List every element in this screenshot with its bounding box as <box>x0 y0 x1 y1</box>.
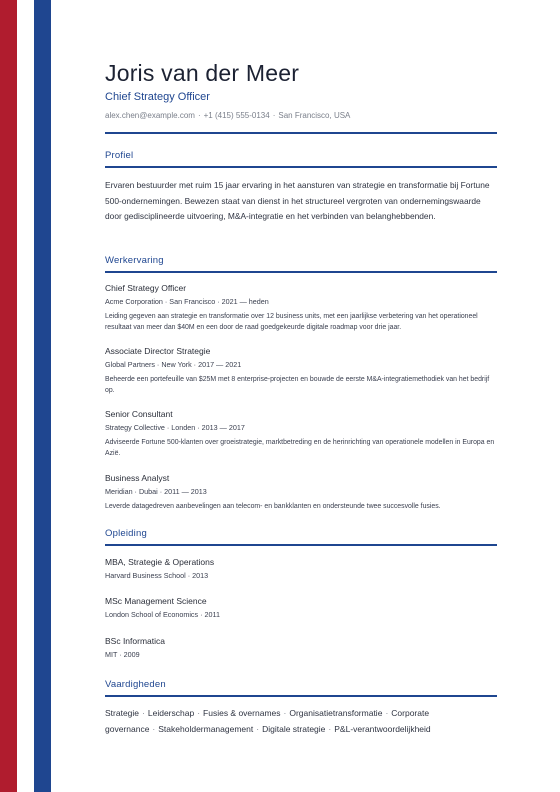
job-entry <box>105 408 497 459</box>
skill-separator: · <box>152 723 156 734</box>
job-title: Associate Director Strategie <box>105 346 211 356</box>
section-heading-skills: Vaardigheden <box>105 679 166 690</box>
skill-separator: · <box>142 708 145 718</box>
education-degree: MSc Management Science <box>105 596 207 606</box>
section-divider-skills <box>105 695 497 697</box>
job-meta: Global Partners · New York · 2017 — 2021 <box>105 360 242 369</box>
job-description: Adviseerde Fortune 500-klanten over groeistrategie, marktbetreding en de herinrichting van operationele modellen in Europa en Azië. <box>105 439 495 457</box>
education-school: MIT · 2009 <box>105 650 140 659</box>
education-school: London School of Economics · 2011 <box>105 610 220 619</box>
contact-line <box>105 111 350 120</box>
skill-item: Strategie <box>105 708 140 718</box>
education-entry <box>105 595 497 620</box>
profile-summary: Ervaren bestuurder met ruim 15 jaar ervaring in het aansturen van strategie en transformatie bij Fortune 500-ondernemingen. Bewezen staat van dienst in het structureel vergroten van ondernemingswaarde door gedisciplineerde uitvoering, M&A-integratie en het verbinden van belanghebbenden. <box>105 180 490 222</box>
education-entry <box>105 556 497 581</box>
job-title: Business Analyst <box>105 473 170 483</box>
job-entry <box>105 345 497 396</box>
candidate-name: Joris van der Meer <box>105 60 300 86</box>
header-divider <box>105 132 497 134</box>
skill-separator: · <box>197 708 201 718</box>
skill-item: Digitale strategie <box>262 723 326 734</box>
skill-item: Organisatietransformatie <box>289 708 383 718</box>
skill-item: Fusies & overnames <box>203 708 281 718</box>
job-meta: Acme Corporation · San Francisco · 2021 — heden <box>105 297 269 306</box>
skill-item: Corporate governance <box>105 708 430 734</box>
contact-phone: +1 (415) 555-0134 <box>203 111 270 120</box>
decorative-blue-stripe <box>34 0 51 792</box>
section-divider-profile <box>105 166 497 168</box>
job-entry <box>105 472 497 513</box>
job-meta: Meridian · Dubai · 2011 — 2013 <box>105 487 207 496</box>
skills-list <box>105 706 497 737</box>
decorative-red-stripe <box>0 0 17 792</box>
skill-item: Leiderschap <box>147 708 195 718</box>
job-description: Beheerde een portefeuille van $25M met 8 enterprise-projecten en bouwde de eerste M&A-integratiemethodiek van het bedrijf op. <box>105 376 490 394</box>
skill-separator: · <box>283 708 287 718</box>
section-divider-experience <box>105 271 497 273</box>
section-heading-experience: Werkervaring <box>105 255 164 266</box>
job-meta: Strategy Collective · Londen · 2013 — 2017 <box>105 423 245 432</box>
education-entry <box>105 635 497 660</box>
contact-email: alex.chen@example.com <box>105 111 195 120</box>
skill-separator: · <box>328 723 332 734</box>
job-description: Leverde datagedreven aanbevelingen aan telecom- en bankklanten en ondersteunde twee succesvolle fusies. <box>105 503 441 510</box>
decorative-white-stripe <box>17 0 34 792</box>
section-divider-education <box>105 544 497 546</box>
candidate-title: Chief Strategy Officer <box>105 91 210 103</box>
education-school: Harvard Business School · 2013 <box>105 571 209 580</box>
skill-item: Stakeholdermanagement <box>158 723 254 734</box>
skill-item: P&L-verantwoordelijkheid <box>334 723 431 734</box>
job-title: Senior Consultant <box>105 409 173 419</box>
skill-separator: · <box>385 708 389 718</box>
contact-separator: · <box>197 111 201 120</box>
job-title: Chief Strategy Officer <box>105 283 187 293</box>
job-entry <box>105 282 497 333</box>
education-degree: MBA, Strategie & Operations <box>105 557 215 567</box>
section-heading-education: Opleiding <box>105 528 147 539</box>
contact-separator: · <box>272 111 276 120</box>
job-description: Leiding gegeven aan strategie en transformatie over 12 business units, met een jaarlijkse verbetering van het operationeel resultaat van meer dan $40M en een door de raad goedgekeurde digitale roadmap voor drie jaar. <box>105 313 478 331</box>
contact-location: San Francisco, USA <box>278 111 351 120</box>
skill-separator: · <box>256 723 260 734</box>
education-degree: BSc Informatica <box>105 636 165 646</box>
section-heading-profile: Profiel <box>105 150 134 161</box>
